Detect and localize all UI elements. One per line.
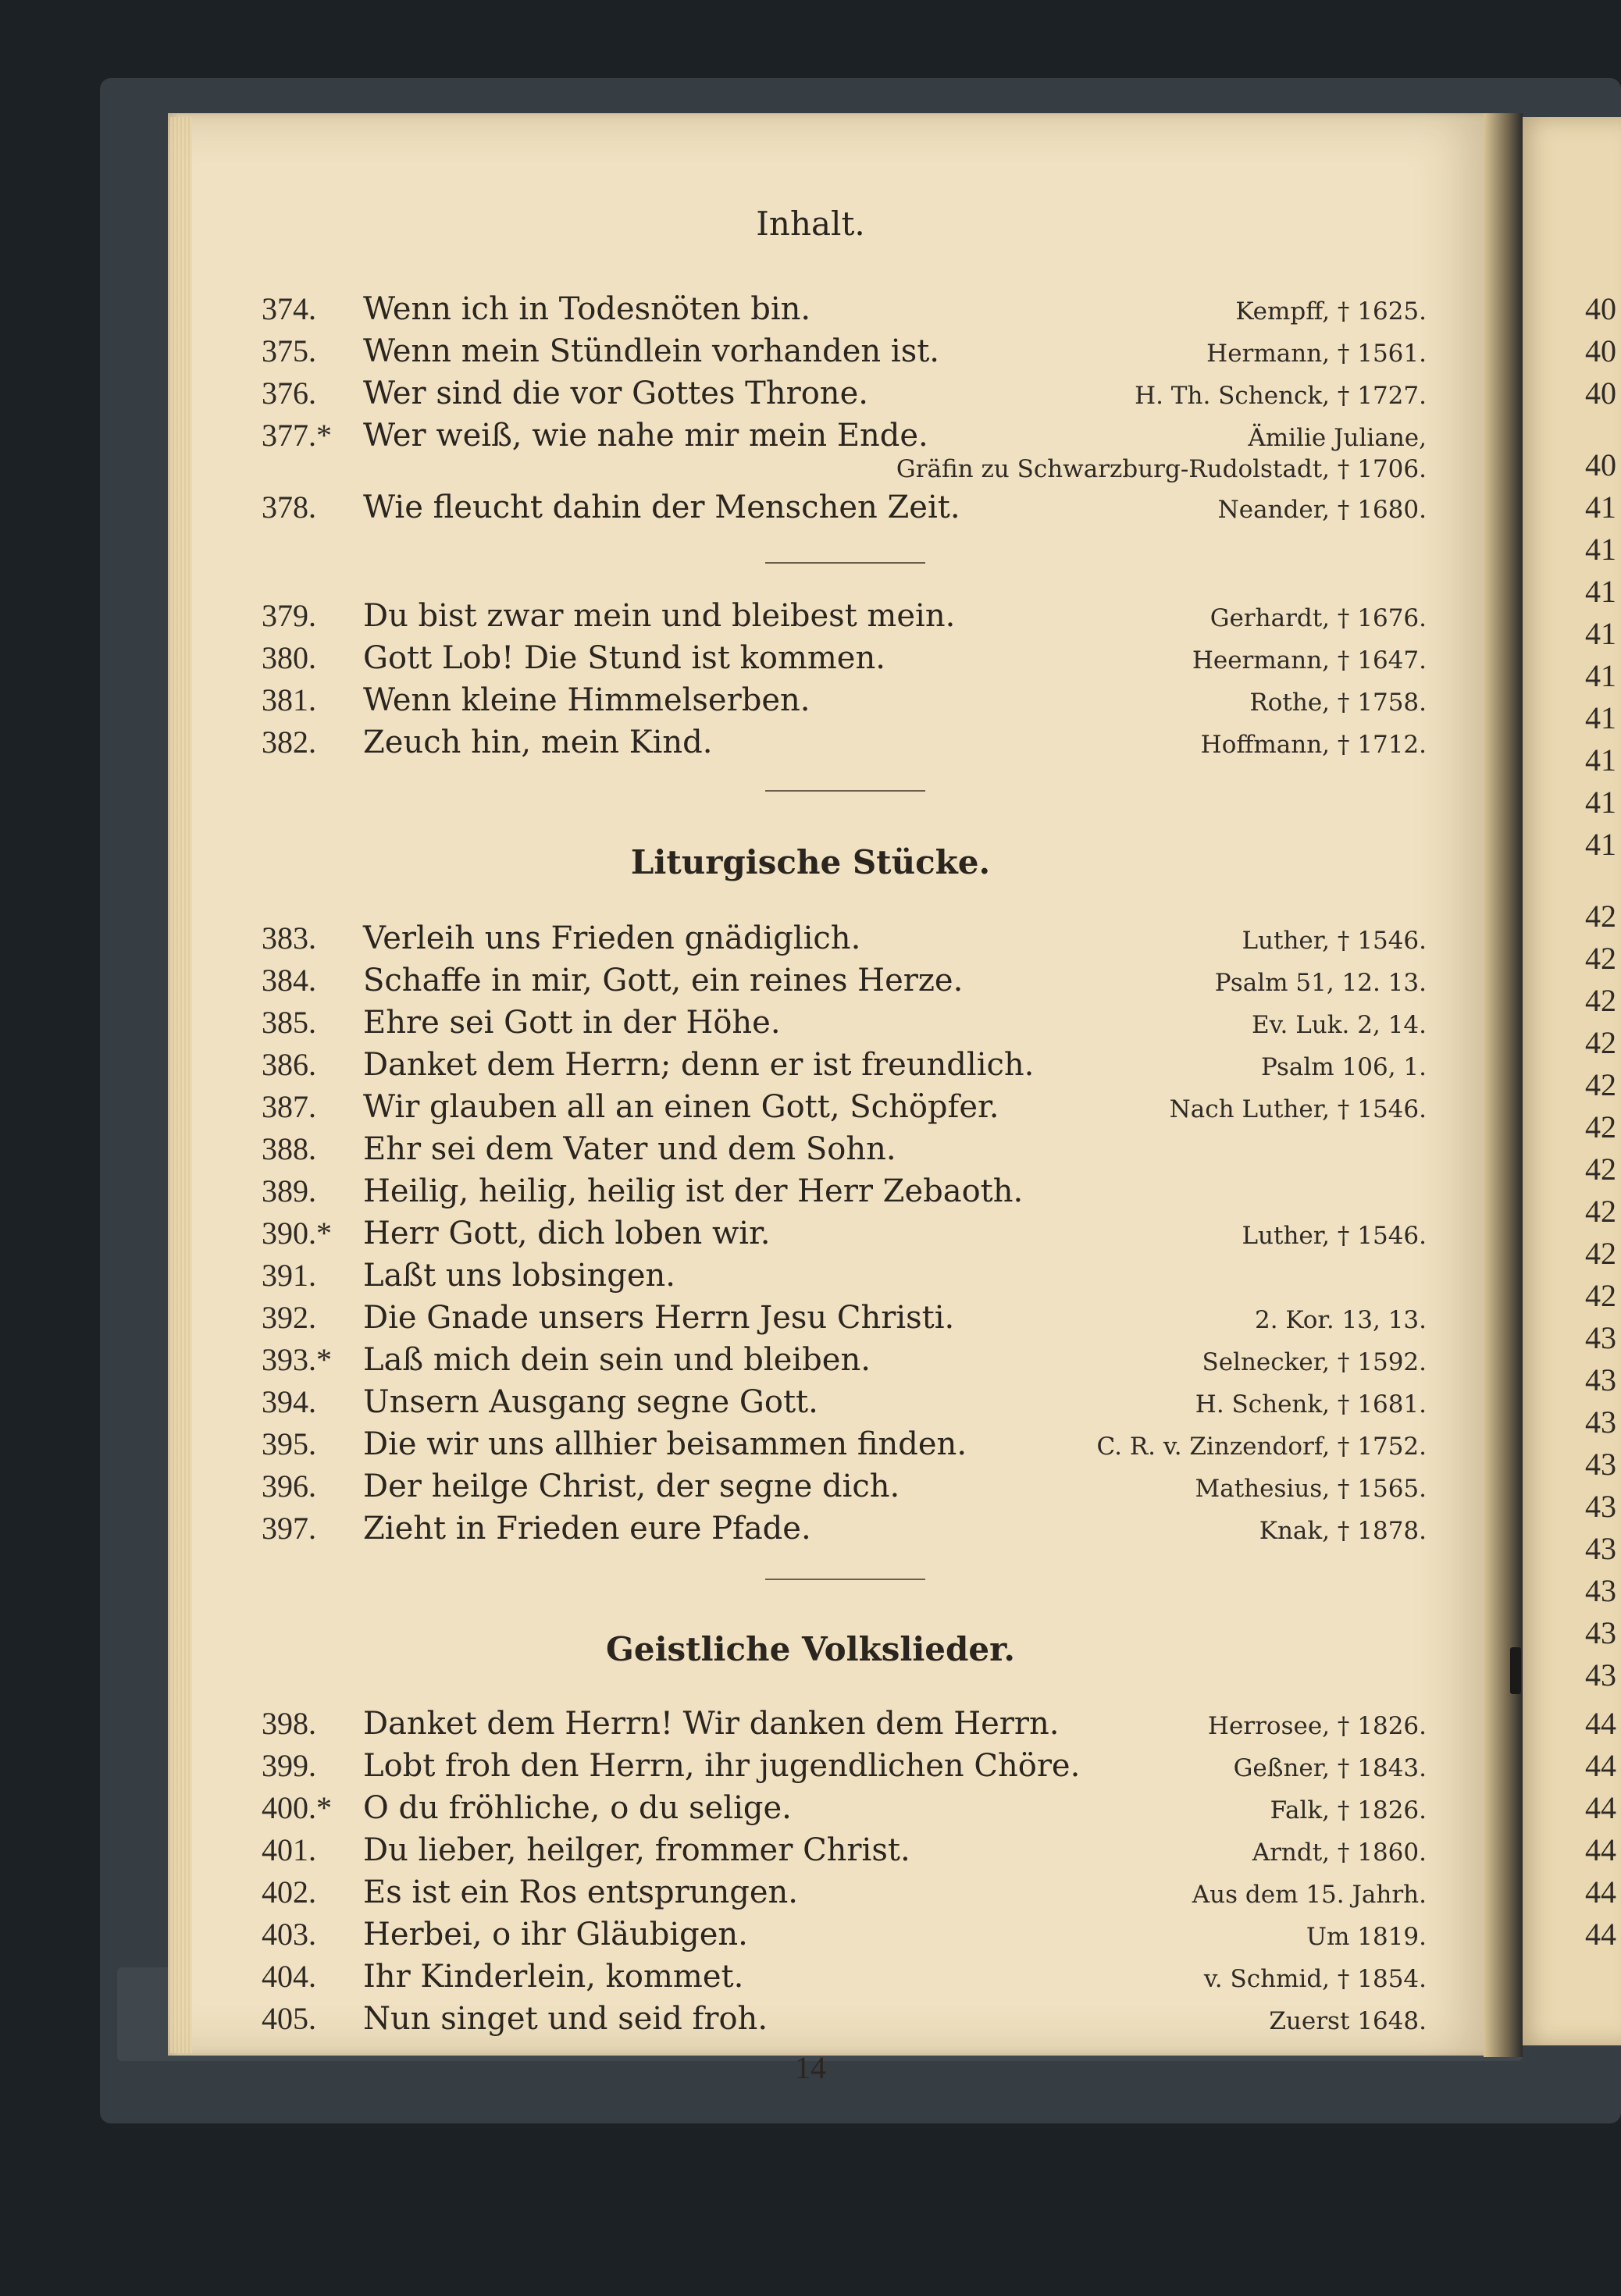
- entry-author: Zuerst 1648.: [1269, 2007, 1427, 2035]
- section-heading-volkslieder: Geistliche Volkslieder.: [605, 1630, 1015, 1668]
- list-item: [262, 1215, 1427, 1257]
- next-page-number: 43: [1585, 1573, 1616, 1608]
- entry-title: Verleih uns Frieden gnädiglich.: [363, 920, 861, 956]
- entry-number: 400.*: [262, 1790, 332, 1825]
- entry-author: Ev. Luk. 2, 14.: [1252, 1011, 1427, 1039]
- next-page-number: 44: [1585, 1874, 1616, 1910]
- list-item: [262, 962, 1427, 1004]
- entry-number: 381.: [262, 682, 316, 717]
- list-item: [262, 1958, 1427, 2000]
- entry-number: 377.*: [262, 418, 332, 453]
- next-page-number: 43: [1585, 1447, 1616, 1482]
- entry-number: 387.: [262, 1089, 316, 1124]
- list-item: [262, 1173, 1427, 1215]
- list-item: [262, 375, 1427, 417]
- entry-author: Falk, † 1826.: [1270, 1796, 1427, 1824]
- next-page-number: 41: [1585, 574, 1616, 609]
- entry-title: Der heilge Christ, der segne dich.: [363, 1468, 900, 1504]
- entry-title: Herbei, o ihr Gläubigen.: [363, 1917, 748, 1952]
- list-item: [262, 1747, 1427, 1789]
- entry-author: Hoffmann, † 1712.: [1200, 731, 1427, 759]
- entry-title: Lobt froh den Herrn, ihr jugendlichen Chöre.: [363, 1748, 1081, 1784]
- entry-author: Hermann, † 1561.: [1206, 340, 1427, 368]
- entry-author: Nach Luther, † 1546.: [1169, 1095, 1427, 1123]
- entry-author: Rothe, † 1758.: [1249, 689, 1427, 717]
- entry-title: Du lieber, heilger, frommer Christ.: [363, 1832, 910, 1868]
- entry-number: 385.: [262, 1005, 316, 1040]
- section-heading-liturgisch: Liturgische Stücke.: [630, 843, 991, 881]
- list-item: [262, 597, 1427, 639]
- entry-number: 396.: [262, 1468, 316, 1504]
- entry-title: O du fröhliche, o du selige.: [363, 1790, 792, 1826]
- entry-number: 405.: [262, 2001, 316, 2036]
- entry-number: 375.: [262, 333, 316, 368]
- list-item: [262, 1341, 1427, 1383]
- entry-title: Du bist zwar mein und bleibest mein.: [363, 598, 956, 634]
- entry-author: Luther, † 1546.: [1242, 1222, 1427, 1250]
- next-page-number: 42: [1585, 1109, 1616, 1144]
- next-page-number: 43: [1585, 1404, 1616, 1440]
- entry-author: Selnecker, † 1592.: [1202, 1348, 1427, 1376]
- next-page-number: 40: [1585, 291, 1616, 326]
- section-divider: [765, 790, 925, 792]
- entry-title: Wir glauben all an einen Gott, Schöpfer.: [363, 1089, 999, 1125]
- next-page-number: 44: [1585, 1790, 1616, 1825]
- next-page-number: 42: [1585, 1278, 1616, 1313]
- next-page-number: 43: [1585, 1615, 1616, 1650]
- entry-number: 402.: [262, 1874, 316, 1910]
- entry-author: Luther, † 1546.: [1242, 927, 1427, 955]
- list-item: [262, 417, 1427, 459]
- list-item: [262, 639, 1427, 682]
- entry-number: 388.: [262, 1131, 316, 1166]
- list-item: [262, 2000, 1427, 2042]
- list-item: [262, 1383, 1427, 1426]
- entry-title: Ehre sei Gott in der Höhe.: [363, 1005, 781, 1041]
- entry-author: Heermann, † 1647.: [1192, 646, 1427, 675]
- next-page-number: 42: [1585, 1067, 1616, 1102]
- section-divider: [765, 562, 925, 564]
- next-page-number: 42: [1585, 1025, 1616, 1060]
- entry-number: 379.: [262, 598, 316, 633]
- entry-number: 404.: [262, 1959, 316, 1994]
- next-page-number: 42: [1585, 1194, 1616, 1229]
- next-page-number: 41: [1585, 785, 1616, 820]
- entry-number: 374.: [262, 291, 316, 326]
- next-page-number: 43: [1585, 1489, 1616, 1524]
- list-item: [262, 1257, 1427, 1299]
- entry-author: v. Schmid, † 1854.: [1203, 1965, 1427, 1993]
- entry-number: 399.: [262, 1748, 316, 1783]
- entry-author: H. Th. Schenck, † 1727.: [1135, 382, 1427, 410]
- entry-title: Danket dem Herrn! Wir danken dem Herrn.: [363, 1706, 1060, 1742]
- entry-number: 376.: [262, 376, 316, 411]
- next-page-number: 41: [1585, 658, 1616, 693]
- next-page-number: 41: [1585, 827, 1616, 862]
- entry-title: Danket dem Herrn; denn er ist freundlich.: [363, 1047, 1035, 1083]
- list-item: [262, 1130, 1427, 1173]
- list-item: [262, 1088, 1427, 1130]
- entry-title: Zeuch hin, mein Kind.: [363, 724, 713, 760]
- entry-title: Nun singet und seid froh.: [363, 2001, 768, 2037]
- entry-author: Neander, † 1680.: [1217, 496, 1427, 524]
- entry-author: Kempff, † 1625.: [1235, 297, 1427, 326]
- entry-title: Zieht in Frieden eure Pfade.: [363, 1511, 811, 1547]
- list-item: [262, 1468, 1427, 1510]
- next-page-number: 41: [1585, 616, 1616, 651]
- entry-title: Wer sind die vor Gottes Throne.: [363, 376, 868, 411]
- next-page-number: 44: [1585, 1832, 1616, 1867]
- next-page-number: 43: [1585, 1657, 1616, 1693]
- page-number: 14: [795, 2050, 826, 2085]
- entry-title: Es ist ein Ros entsprungen.: [363, 1874, 798, 1910]
- list-item: [262, 1510, 1427, 1552]
- list-item: [262, 1789, 1427, 1831]
- entry-title: Wer weiß, wie nahe mir mein Ende.: [363, 418, 928, 454]
- entry-author: Herrosee, † 1826.: [1207, 1712, 1427, 1740]
- next-page-number: 44: [1585, 1917, 1616, 1952]
- entry-number: 395.: [262, 1426, 316, 1461]
- entry-number: 398.: [262, 1706, 316, 1741]
- entry-author: 2. Kor. 13, 13.: [1255, 1306, 1427, 1334]
- next-page-number: 40: [1585, 447, 1616, 482]
- entry-number: 401.: [262, 1832, 316, 1867]
- entry-number: 386.: [262, 1047, 316, 1082]
- entry-number: 384.: [262, 963, 316, 998]
- page-stack-edges: [170, 117, 192, 2053]
- next-page-number: 40: [1585, 376, 1616, 411]
- next-page-number: 42: [1585, 1152, 1616, 1187]
- entry-author: Gerhardt, † 1676.: [1210, 604, 1427, 632]
- entry-author: C. R. v. Zinzendorf, † 1752.: [1096, 1433, 1427, 1461]
- next-page-number: 43: [1585, 1531, 1616, 1566]
- list-item: [262, 489, 1427, 531]
- next-page-number: 41: [1585, 742, 1616, 778]
- list-item: [262, 920, 1427, 962]
- list-item: [262, 682, 1427, 724]
- list-item: [262, 333, 1427, 375]
- list-item: [262, 1426, 1427, 1468]
- next-page-number: 42: [1585, 899, 1616, 934]
- entry-author: Psalm 106, 1.: [1260, 1053, 1427, 1081]
- section-divider: [765, 1579, 925, 1580]
- next-page-number: 43: [1585, 1362, 1616, 1397]
- next-page-number: 40: [1585, 333, 1616, 368]
- list-item: [262, 290, 1427, 333]
- page-title: Inhalt.: [756, 205, 865, 243]
- entry-author: Mathesius, † 1565.: [1195, 1475, 1427, 1503]
- entry-number: 382.: [262, 724, 316, 760]
- entry-number: 389.: [262, 1173, 316, 1209]
- entry-author: Ämilie Juliane,: [1248, 424, 1427, 452]
- entry-number: 391.: [262, 1258, 316, 1293]
- list-item: [262, 1046, 1427, 1088]
- entry-number: 403.: [262, 1917, 316, 1952]
- entry-author: Geßner, † 1843.: [1233, 1754, 1427, 1782]
- entry-title: Die wir uns allhier beisammen finden.: [363, 1426, 967, 1462]
- entry-number: 378.: [262, 489, 316, 525]
- entry-number: 390.*: [262, 1216, 332, 1251]
- entry-title: Wenn ich in Todesnöten bin.: [363, 291, 811, 327]
- entry-number: 392.: [262, 1300, 316, 1335]
- entry-title: Wenn mein Stündlein vorhanden ist.: [363, 333, 940, 369]
- next-page-number: 42: [1585, 1236, 1616, 1271]
- entry-author: Aus dem 15. Jahrh.: [1192, 1881, 1427, 1909]
- entry-author: Psalm 51, 12. 13.: [1214, 969, 1427, 997]
- entry-title: Herr Gott, dich loben wir.: [363, 1216, 771, 1251]
- entry-title: Gott Lob! Die Stund ist kommen.: [363, 640, 885, 676]
- next-page-numbers: [1585, 0, 1621, 2296]
- entry-author: Arndt, † 1860.: [1252, 1839, 1427, 1867]
- next-page-number: 44: [1585, 1748, 1616, 1783]
- next-page-number: 41: [1585, 489, 1616, 525]
- list-item: [262, 1874, 1427, 1916]
- entry-title: Laßt uns lobsingen.: [363, 1258, 675, 1294]
- entry-title: Heilig, heilig, heilig ist der Herr Zebaoth.: [363, 1173, 1024, 1209]
- book-gutter: [1484, 113, 1523, 2057]
- entry-number: 394.: [262, 1384, 316, 1419]
- entry-number: 397.: [262, 1511, 316, 1546]
- entry-number: 393.*: [262, 1342, 332, 1377]
- entry-title: Schaffe in mir, Gott, ein reines Herze.: [363, 963, 964, 998]
- entry-title: Unsern Ausgang segne Gott.: [363, 1384, 818, 1420]
- entry-title: Die Gnade unsers Herrn Jesu Christi.: [363, 1300, 955, 1336]
- next-page-number: 41: [1585, 700, 1616, 735]
- entry-author: Um 1819.: [1306, 1923, 1427, 1951]
- list-item: [262, 724, 1427, 766]
- entry-title: Wie fleucht dahin der Menschen Zeit.: [363, 489, 960, 525]
- list-item: [262, 1705, 1427, 1747]
- entry-number: 380.: [262, 640, 316, 675]
- list-item: [262, 1916, 1427, 1958]
- next-page-number: 44: [1585, 1706, 1616, 1741]
- next-page-number: 43: [1585, 1320, 1616, 1355]
- entry-author-continuation: Gräfin zu Schwarzburg-Rudolstadt, † 1706.: [896, 455, 1427, 483]
- entry-title: Ehr sei dem Vater und dem Sohn.: [363, 1131, 896, 1167]
- entry-number: 383.: [262, 920, 316, 956]
- entry-author: H. Schenk, † 1681.: [1195, 1390, 1427, 1419]
- next-page-number: 42: [1585, 941, 1616, 976]
- entry-title: Laß mich dein sein und bleiben.: [363, 1342, 871, 1378]
- list-item: [262, 1831, 1427, 1874]
- list-item: [262, 1004, 1427, 1046]
- entry-title: Ihr Kinderlein, kommet.: [363, 1959, 744, 1995]
- next-page-number: 42: [1585, 983, 1616, 1018]
- next-page-number: 41: [1585, 532, 1616, 567]
- entry-author: Knak, † 1878.: [1259, 1517, 1427, 1545]
- list-item: [262, 1299, 1427, 1341]
- entry-title: Wenn kleine Himmelserben.: [363, 682, 810, 718]
